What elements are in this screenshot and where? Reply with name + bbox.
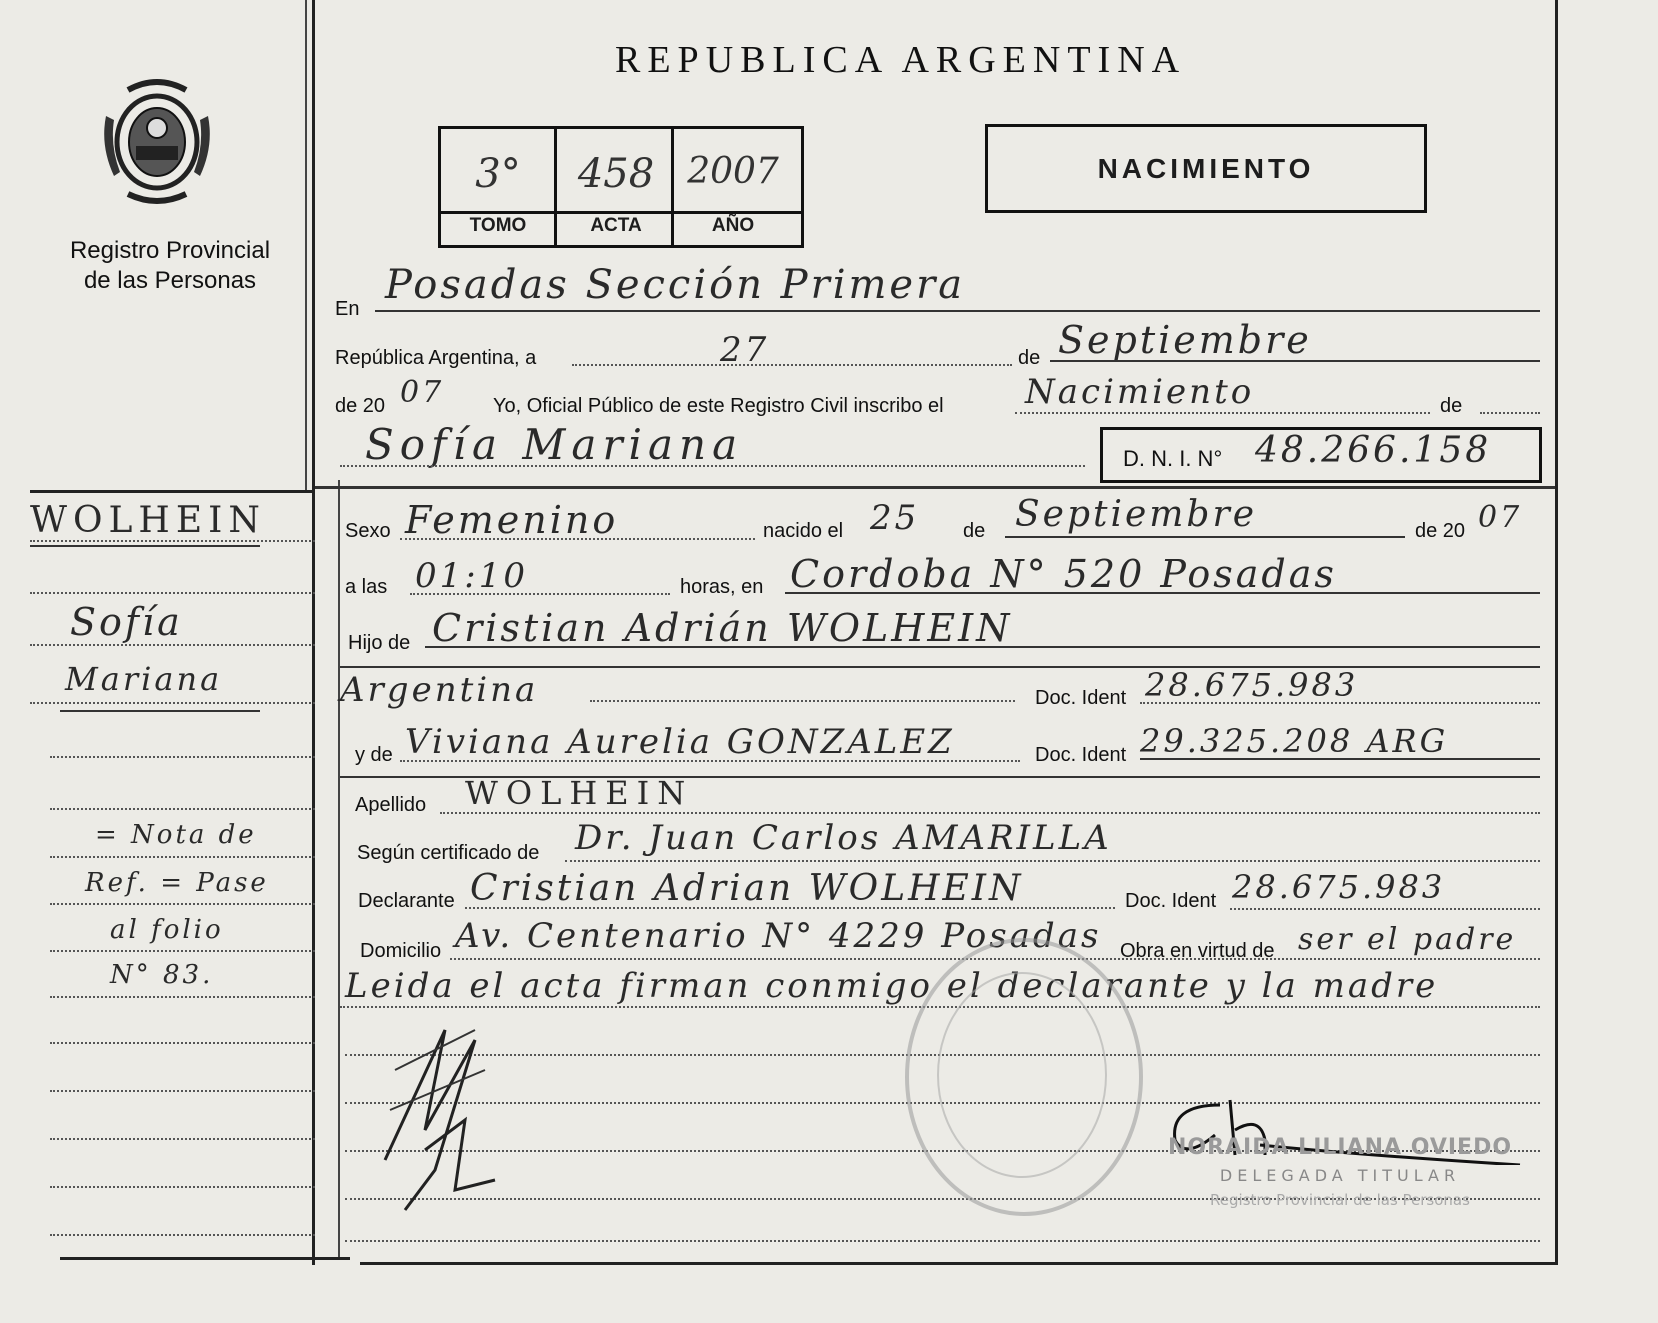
- label-declarante: Declarante: [358, 890, 455, 912]
- value-nombre: Sofía Mariana: [365, 420, 744, 469]
- left-top-divider: [305, 0, 307, 490]
- label-a-las: a las: [345, 576, 388, 598]
- label-en: En: [335, 298, 360, 320]
- value-padre-doc: 28.675.983: [1145, 666, 1359, 704]
- dni-box: [1100, 427, 1542, 483]
- official-stamp: [905, 938, 1143, 1216]
- label-horas-en: horas, en: [680, 576, 764, 598]
- margin-line-13: [50, 1138, 315, 1140]
- right-page-border: [1555, 0, 1558, 1265]
- line-nacionalidad: [590, 700, 1015, 702]
- acta-label: ACTA: [590, 215, 642, 236]
- tomo-value: 3°: [475, 151, 521, 197]
- margin-line-8: [50, 903, 315, 905]
- margin-surname-underline: [30, 545, 260, 547]
- line-blank-5: [345, 1240, 1540, 1242]
- line-padre-2: [340, 666, 1540, 668]
- line-lugar-nac: [785, 592, 1540, 594]
- margin-note-1: = Nota de: [95, 820, 257, 850]
- value-obra: ser el padre: [1298, 922, 1517, 957]
- label-dni: D. N. I. N°: [1123, 446, 1223, 471]
- margin-line-9: [50, 950, 315, 952]
- line-padre-doc: [1140, 702, 1540, 704]
- label-republica: República Argentina, a: [335, 347, 537, 369]
- anio-value: 2007: [687, 151, 779, 192]
- line-dia: [572, 364, 1012, 366]
- bottom-border-left: [60, 1257, 350, 1260]
- left-column-border: [312, 0, 315, 1265]
- margin-line-14: [50, 1186, 315, 1188]
- value-nacido-anio: 07: [1478, 500, 1523, 535]
- margin-name-underline: [60, 710, 260, 712]
- margin-line-6: [50, 808, 315, 810]
- inner-left-divider: [338, 480, 340, 1260]
- label-oficial: Yo, Oficial Público de este Registro Civil inscribo el: [493, 395, 944, 417]
- line-de-end: [1480, 412, 1540, 414]
- margin-line-10: [50, 996, 315, 998]
- acta-value: 458: [577, 151, 655, 197]
- registry-line-2: de las Personas: [83, 267, 257, 294]
- official-stamp-inner: [937, 972, 1107, 1178]
- official-block: [1160, 1135, 1520, 1209]
- line-declarante-doc: [1230, 908, 1540, 910]
- margin-line-4: [30, 702, 315, 704]
- value-lugar: Posadas Sección Primera: [385, 262, 966, 308]
- left-top-separator: [30, 490, 315, 493]
- label-de-nac-mes: de: [963, 520, 986, 542]
- margin-line-1: [30, 540, 315, 542]
- value-mes: Septiembre: [1058, 318, 1312, 362]
- line-apellido: [440, 812, 1540, 814]
- label-nacido: nacido el: [763, 520, 844, 542]
- registry-line-1: Registro Provincial: [69, 237, 271, 264]
- line-medico: [565, 860, 1540, 862]
- value-madre-doc: 29.325.208 ARG: [1140, 722, 1449, 760]
- anio-label: AÑO: [711, 215, 755, 236]
- label-de-nombre: de: [1440, 395, 1463, 417]
- provincial-seal-icon: [98, 76, 216, 208]
- label-sexo: Sexo: [345, 520, 391, 542]
- label-doc-declarante: Doc. Ident: [1125, 890, 1217, 912]
- margin-surname: WOLHEIN: [30, 500, 266, 541]
- margin-note-4: N° 83.: [110, 960, 214, 990]
- tomo-label: TOMO: [469, 215, 527, 236]
- line-padre: [425, 646, 1540, 648]
- value-acto: Nacimiento: [1025, 372, 1255, 412]
- line-mes: [1050, 360, 1540, 362]
- label-apellido: Apellido: [355, 794, 427, 816]
- country-title: REPUBLICA ARGENTINA: [615, 39, 1187, 81]
- bottom-border-right: [360, 1262, 1555, 1265]
- line-acto: [1015, 412, 1430, 414]
- value-dni: 48.266.158: [1255, 430, 1492, 471]
- value-sexo: Femenino: [405, 498, 619, 542]
- line-madre-doc: [1140, 758, 1540, 760]
- margin-note-3: al folio: [110, 915, 224, 945]
- value-nacido-mes: Septiembre: [1015, 494, 1257, 535]
- margin-first-name: Sofía: [70, 600, 183, 644]
- line-nacido-mes: [1005, 536, 1405, 538]
- value-madre: Viviana Aurelia GONZALEZ: [405, 722, 955, 762]
- value-padre: Cristian Adrián WOLHEIN: [432, 606, 1013, 650]
- label-segun: Según certificado de: [357, 842, 540, 864]
- margin-line-7: [50, 856, 315, 858]
- label-doc-padre: Doc. Ident: [1035, 687, 1127, 709]
- value-lugar-nac: Cordoba N° 520 Posadas: [790, 552, 1337, 596]
- value-apellido: WOLHEIN: [465, 774, 694, 812]
- margin-line-11: [50, 1042, 315, 1044]
- value-hora: 01:10: [415, 556, 528, 596]
- official-name: NORAIDA LILIANA OVIEDO: [1167, 1135, 1513, 1160]
- label-de-mes: de: [1018, 347, 1041, 369]
- grid-row-divider: [441, 211, 801, 214]
- value-anio-suffix: 07: [400, 375, 445, 410]
- record-number-grid: [438, 126, 804, 248]
- official-title: DELEGADA TITULAR: [1219, 1166, 1461, 1185]
- value-declarante-doc: 28.675.983: [1232, 868, 1446, 906]
- line-hora: [410, 593, 670, 595]
- margin-line-3: [30, 644, 315, 646]
- margin-line-15: [50, 1234, 315, 1236]
- label-y-de: y de: [355, 744, 393, 766]
- label-de-20: de 20: [335, 395, 386, 417]
- line-sexo: [400, 538, 755, 540]
- line-nombre: [340, 465, 1085, 467]
- value-leida: Leida el acta firman conmigo el declarante y la madre: [345, 966, 1439, 1006]
- registry-name: [40, 236, 300, 296]
- label-domicilio: Domicilio: [360, 940, 442, 962]
- label-de-20-nac: de 20: [1415, 520, 1466, 542]
- value-dia: 27: [720, 330, 770, 370]
- declarant-signature: [365, 1010, 545, 1240]
- label-obra: Obra en virtud de: [1120, 940, 1275, 962]
- section-divider: [315, 486, 1555, 489]
- margin-note-2: Ref. = Pase: [85, 868, 269, 898]
- value-declarante: Cristian Adrian WOLHEIN: [470, 868, 1024, 909]
- margin-line-5: [50, 756, 315, 758]
- value-medico: Dr. Juan Carlos AMARILLA: [575, 818, 1112, 858]
- value-domicilio: Av. Centenario N° 4229 Posadas: [455, 916, 1102, 956]
- line-declarante: [465, 907, 1115, 909]
- margin-second-name: Mariana: [65, 660, 223, 698]
- value-nacido-dia: 25: [870, 498, 920, 538]
- label-doc-madre: Doc. Ident: [1035, 744, 1127, 766]
- line-madre: [400, 760, 1020, 762]
- official-office: Registro Provincial de las Personas: [1210, 1191, 1470, 1209]
- line-en: [375, 310, 1540, 312]
- margin-line-12: [50, 1090, 315, 1092]
- record-type-box: NACIMIENTO: [985, 124, 1427, 213]
- label-hijo: Hijo de: [348, 632, 411, 654]
- margin-line-2: [30, 592, 315, 594]
- value-nacionalidad: Argentina: [340, 670, 539, 710]
